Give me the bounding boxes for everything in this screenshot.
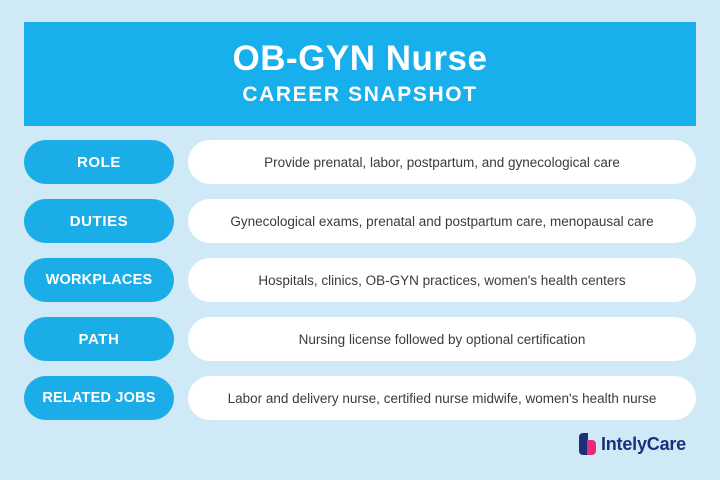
row-label-role: ROLE	[24, 140, 174, 184]
row-description-duties: Gynecological exams, prenatal and postpartum care, menopausal care	[188, 199, 696, 243]
row-label-workplaces: WORKPLACES	[24, 258, 174, 302]
row-description-related-jobs: Labor and delivery nurse, certified nurse midwife, women's health nurse	[188, 376, 696, 420]
row-description-role: Provide prenatal, labor, postpartum, and gynecological care	[188, 140, 696, 184]
row-role	[24, 140, 696, 184]
row-description-workplaces: Hospitals, clinics, OB-GYN practices, women's health centers	[188, 258, 696, 302]
brand-logo	[579, 432, 686, 456]
row-duties	[24, 199, 696, 243]
intelycare-logo-icon	[579, 433, 596, 455]
row-label-duties: DUTIES	[24, 199, 174, 243]
page-subtitle: CAREER SNAPSHOT	[242, 83, 478, 107]
row-label-path: PATH	[24, 317, 174, 361]
row-related-jobs	[24, 376, 696, 420]
page-title: OB-GYN Nurse	[232, 38, 488, 78]
snapshot-rows	[24, 140, 696, 435]
row-workplaces	[24, 258, 696, 302]
header-banner	[24, 22, 696, 126]
brand-name: IntelyCare	[600, 433, 686, 454]
row-label-related-jobs: RELATED JOBS	[24, 376, 174, 420]
row-path	[24, 317, 696, 361]
row-description-path: Nursing license followed by optional certification	[188, 317, 696, 361]
